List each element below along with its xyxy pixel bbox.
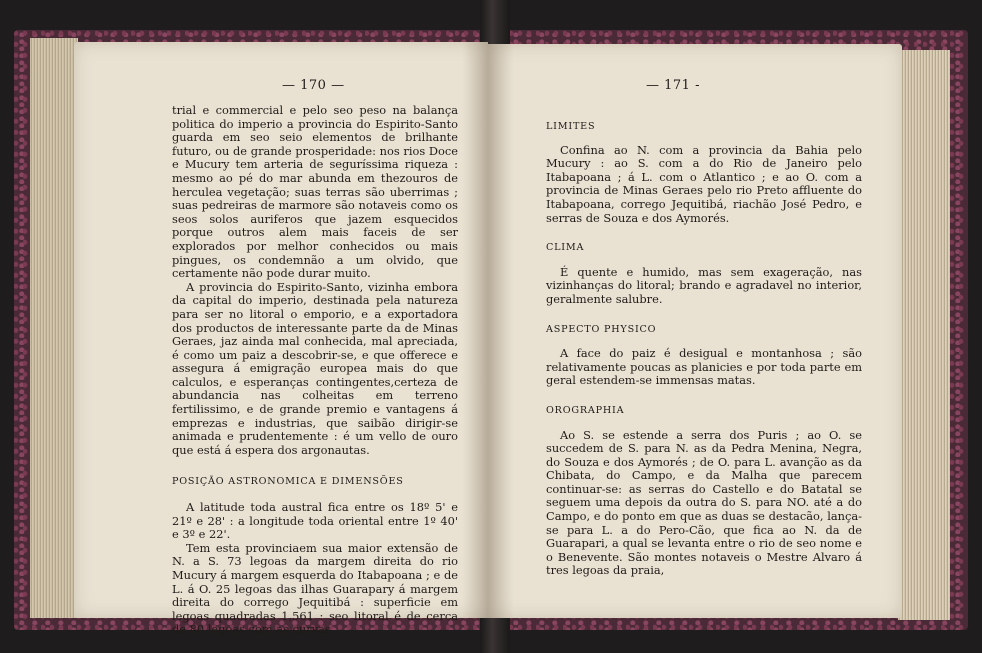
section-heading-clima: CLIMA bbox=[546, 242, 585, 254]
left-page-edges bbox=[30, 38, 78, 618]
left-text-column bbox=[172, 104, 458, 637]
right-gutter-shadow bbox=[488, 44, 514, 618]
left-paragraph-3: A latitude toda austral fica entre os 18º 5' e 21º e 28' : a longitude toda oriental entre 1º 40' e 3º e 22'. bbox=[172, 500, 458, 542]
right-paragraph-orographia: Ao S. se estende a serra dos Puris ; ao O. se succedem de S. para N. as da Pedra Menina, Negra, do Souza e dos Aymorés ; de O. para L. avanção as da Chibata, do Campo, e da Malha que parecem continuar-se: as serras do Castello e do Batatal se seguem uma depois da outra do S. para NO. até a do Campo, e do ponto em que as duas se destacão, lança-se para L. a do Pero-Cão, que fica ao N. da de Guarapari, a qual se levanta entre o rio de seo nome e o Benevente. São montes notaveis o Mestre Alvaro á tres legoas da praia, bbox=[546, 427, 862, 578]
left-page bbox=[74, 42, 488, 637]
right-page-edges bbox=[898, 50, 950, 620]
section-heading-posicao: POSIÇÃO ASTRONOMICA E DIMENSÕES bbox=[172, 476, 404, 488]
right-paragraph-aspecto: A face do paiz é desigual e montanhosa ; são relativamente poucas as planicies e por toda parte em geral estendem-se immensas matas. bbox=[546, 346, 862, 388]
right-paragraph-clima: É quente e humido, mas sem exageração, nas vizinhanças do litoral; brando e agradavel no interior, geralmente salubre. bbox=[546, 264, 862, 306]
section-heading-limites: LIMITES bbox=[546, 121, 596, 132]
section-heading-orographia: OROGRAPHIA bbox=[546, 404, 625, 416]
page-number-171: — 171 - bbox=[646, 78, 700, 93]
right-text-column bbox=[546, 120, 862, 578]
left-paragraph-2: A provincia do Espirito-Santo, vizinha embora da capital do imperio, destinada pela natureza para ser no litoral o emporio, e a exportadora dos productos de interessante parte da de Minas Geraes, jaz ainda mal conhecida, mal apreciada, é como um paiz a descobrir-se, e que offerece e assegura á emigração europea mais do que calculos, e esperanças contingentes,certeza de abundancia nas colheitas em terreno fertilissimo, e de grande premio e vantagens á emprezas e industrias, que saibão dirigir-se animada e prudentemente : é um vello de ouro que está á espera dos argonautas. bbox=[172, 279, 458, 457]
left-gutter-shadow bbox=[462, 42, 488, 618]
left-paragraph-1: trial e commercial e pelo seo peso na balança politica do imperio a provincia do Espirito-Santo guarda em seo seio elementos de brilhante futuro, ou de grande prosperidade: nos rios Doce e Mucury tem arteria de seguríssima riqueza : mesmo ao pé do mar abunda em thezouros de herculea vegetação; suas terras são uberrimas ; suas pedreiras de marmore são notaveis como os seos solos auriferos que jazem esquecidos porque outros alem mais faceis de ser explorados por melhor conhecidos ou mais pingues, os condemnão a um olvido, que certamente não pode durar muito. bbox=[172, 103, 458, 281]
right-page bbox=[488, 44, 902, 618]
right-paragraph-limites: Confina ao N. com a provincia da Bahia pelo Mucury : ao S. com a do Rio de Janeiro pelo Itabapoana ; á L. com o Atlantico ; e ao O. com a provincia de Minas Geraes pelo rio Preto affluente do Itabapoana, corrego Jequitibá, riachão José Pedro, e serras de Souza e dos Aymorés. bbox=[546, 142, 862, 225]
page-number-170: — 170 — bbox=[282, 78, 345, 93]
left-paragraph-4: Tem esta provinciaem sua maior extensão de N. a S. 73 legoas da margem direita do rio Mucury á margem esquerda do Itabapoana ; e de L. á O. 25 legoas das ilhas Guarapary á margem direita do corrego Jequitibá : superficie em legoas quadradas 1,561 : seo litoral é de cerca de 80 legoas com as curvas. bbox=[172, 540, 458, 637]
section-heading-aspecto: ASPECTO PHYSICO bbox=[546, 323, 657, 335]
